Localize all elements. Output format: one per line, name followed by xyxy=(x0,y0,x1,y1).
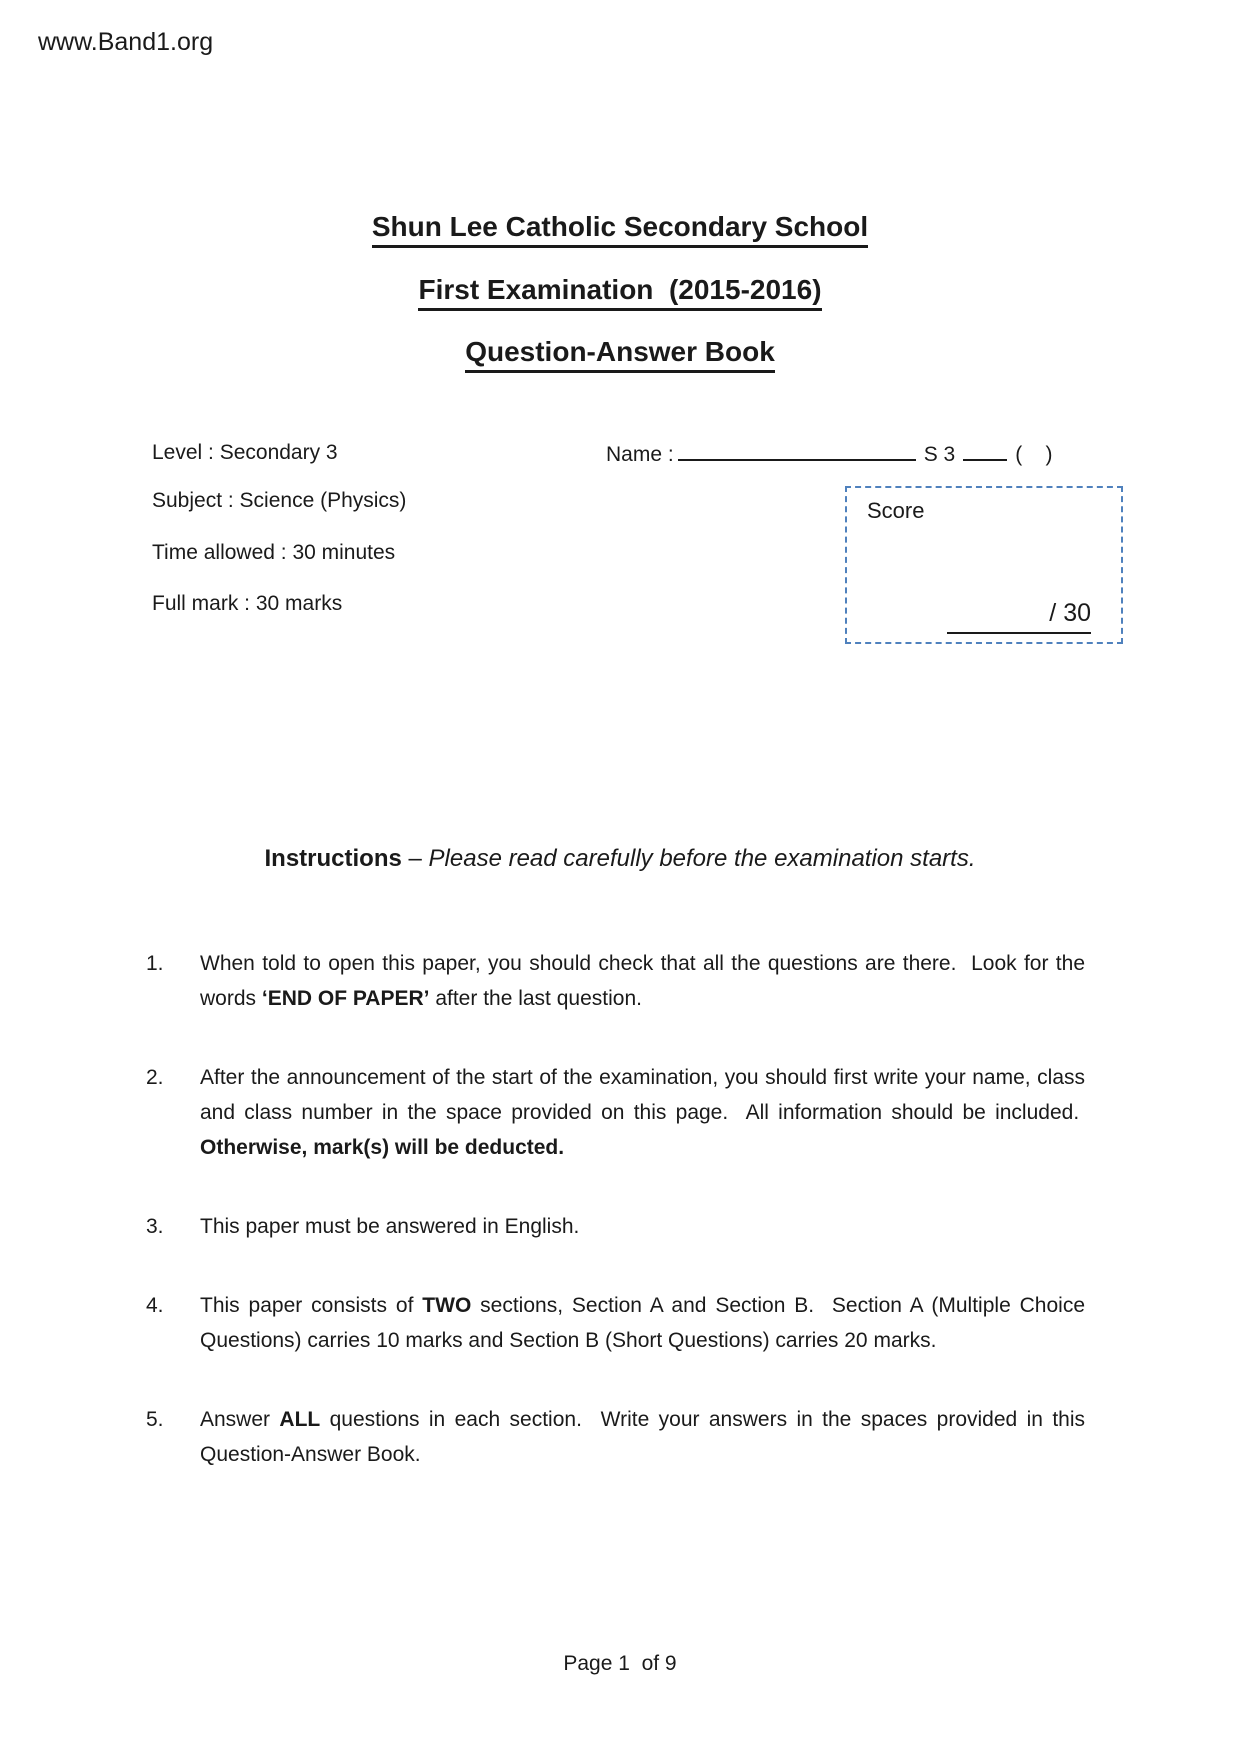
time-allowed-label: Time allowed : 30 minutes xyxy=(152,541,396,564)
class-brackets: ( ) xyxy=(1015,443,1053,466)
exam-title xyxy=(0,274,1240,311)
score-total: / 30 xyxy=(1049,599,1091,627)
instruction-item-5 xyxy=(146,1402,1085,1472)
item-text-segment-bold: TWO xyxy=(422,1294,472,1317)
site-url: www.Band1.org xyxy=(38,28,214,56)
item-text-segment-bold: Otherwise, mark(s) will be deducted. xyxy=(200,1136,565,1159)
instruction-item-3 xyxy=(146,1209,1085,1244)
instruction-item-2 xyxy=(146,1060,1085,1165)
item-number: 5. xyxy=(146,1408,164,1431)
item-text xyxy=(200,1209,1085,1244)
instructions-heading xyxy=(0,845,1240,873)
item-number: 3. xyxy=(146,1215,164,1238)
level-label: Level : Secondary 3 xyxy=(152,441,338,464)
item-text xyxy=(200,1060,1085,1165)
name-fill-line xyxy=(678,441,916,461)
item-text-segment: sections, Section A and Section B. Section A (Multiple Choice Questions) carries 10 marks and Section B (Short Questions) carries 20 marks. xyxy=(200,1294,1085,1352)
item-text-segment: This paper consists of xyxy=(200,1294,423,1317)
item-text xyxy=(200,1402,1085,1472)
item-text-segment: questions in each section. Write your answers in the spaces provided in this Question-Answer Book. xyxy=(200,1408,1085,1466)
item-text-segment: After the announcement of the start of the examination, you should first write your name, class and class number in the space provided on this page. All information should be included. xyxy=(200,1066,1085,1124)
score-box xyxy=(845,486,1123,644)
exam-title-text: First Examination (2015-2016) xyxy=(418,274,821,311)
instructions-heading-bold: Instructions xyxy=(264,845,402,872)
instructions-heading-italic: Please read carefully before the examination starts. xyxy=(428,845,976,872)
page-footer: Page 1 of 9 xyxy=(563,1652,677,1675)
full-mark-label: Full mark : 30 marks xyxy=(152,592,343,615)
item-text-segment: after the last question. xyxy=(429,987,642,1010)
item-text-segment: This paper must be answered in English. xyxy=(200,1215,580,1238)
class-number-fill-line xyxy=(963,441,1007,461)
book-title-text: Question-Answer Book xyxy=(465,336,775,373)
score-label: Score xyxy=(867,498,925,523)
item-number: 1. xyxy=(146,952,164,975)
instruction-item-4 xyxy=(146,1288,1085,1358)
score-total-line xyxy=(947,599,1091,634)
item-text xyxy=(200,1288,1085,1358)
subject-label: Subject : Science (Physics) xyxy=(152,489,407,512)
item-number: 2. xyxy=(146,1066,164,1089)
instructions-list xyxy=(146,946,1085,1516)
name-row xyxy=(606,441,1053,467)
item-text-segment-bold: ‘END OF PAPER’ xyxy=(261,987,430,1010)
school-name-title xyxy=(0,211,1240,248)
name-label: Name : xyxy=(606,443,674,466)
school-name-text: Shun Lee Catholic Secondary School xyxy=(372,211,868,248)
book-title xyxy=(0,336,1240,373)
item-text xyxy=(200,946,1085,1016)
item-text-segment-bold: ALL xyxy=(279,1408,321,1431)
item-text-segment: When told to open this paper, you should check that all the questions are there. Look for the words xyxy=(200,952,1085,1010)
instruction-item-1 xyxy=(146,946,1085,1016)
class-prefix: S 3 xyxy=(923,443,956,466)
item-number: 4. xyxy=(146,1294,164,1317)
instructions-heading-separator: – xyxy=(401,845,429,872)
item-text-segment: Answer xyxy=(200,1408,280,1431)
